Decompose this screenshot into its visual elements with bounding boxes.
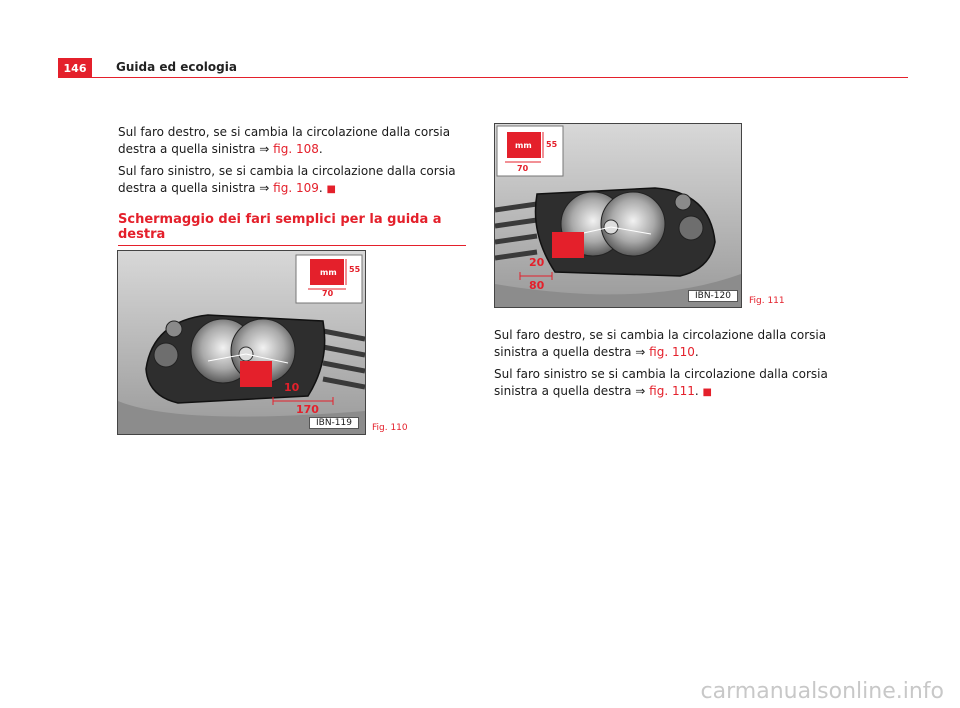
figure-111-code: IBN-120 [688, 290, 738, 302]
section-end-marker: ■ [702, 387, 712, 398]
right-column [494, 327, 839, 406]
chapter-title: Guida ed ecologia [116, 60, 237, 74]
figure-reference-link[interactable]: fig. 109 [273, 181, 319, 195]
figure-110-legend-unit: mm [320, 268, 337, 277]
figure-110-dim-width: 170 [296, 403, 319, 416]
figure-reference-link[interactable]: fig. 111 [649, 384, 695, 398]
figure-110-dim-height: 10 [284, 381, 300, 394]
paragraph-right-lamp-r2l: Sul faro destro, se si cambia la circolazione dalla corsia destra a quella sinistra ⇒ fig. 108. [118, 125, 451, 156]
figure-111-legend-width: 70 [517, 164, 529, 173]
figure-111-legend-height: 55 [546, 140, 558, 149]
figure-reference-link[interactable]: fig. 108 [273, 142, 319, 156]
figure-111-headlamp [494, 123, 742, 308]
figure-110-code: IBN-119 [309, 417, 359, 429]
figure-111-dim-width: 80 [529, 279, 545, 292]
paragraph-left-lamp-l2r: Sul faro sinistro se si cambia la circolazione dalla corsia sinistra a quella destra ⇒ fig. 111. ■ [494, 367, 828, 398]
header-rule [58, 77, 908, 78]
paragraph-left-lamp-r2l: Sul faro sinistro, se si cambia la circolazione dalla corsia destra a quella sinistra ⇒ fig. 109. ■ [118, 164, 456, 195]
figure-111-dim-height: 20 [529, 256, 545, 269]
figure-reference-link[interactable]: fig. 110 [649, 345, 695, 359]
section-end-marker: ■ [326, 184, 336, 195]
figure-110-legend-height: 55 [349, 265, 361, 274]
left-column [118, 124, 468, 203]
footer-watermark: carmanualsonline.info [700, 679, 944, 704]
figure-111-caption: Fig. 111 [749, 296, 785, 306]
section-heading: Schermaggio dei fari semplici per la guida a destra [118, 212, 466, 246]
figure-110-headlamp [117, 250, 366, 435]
page-number: 146 [58, 58, 92, 78]
figure-110-legend-width: 70 [322, 289, 334, 298]
figure-110-caption: Fig. 110 [372, 423, 408, 433]
paragraph-right-lamp-l2r: Sul faro destro, se si cambia la circolazione dalla corsia sinistra a quella destra ⇒ fig. 110. [494, 328, 827, 359]
figure-111-legend-unit: mm [515, 141, 532, 150]
